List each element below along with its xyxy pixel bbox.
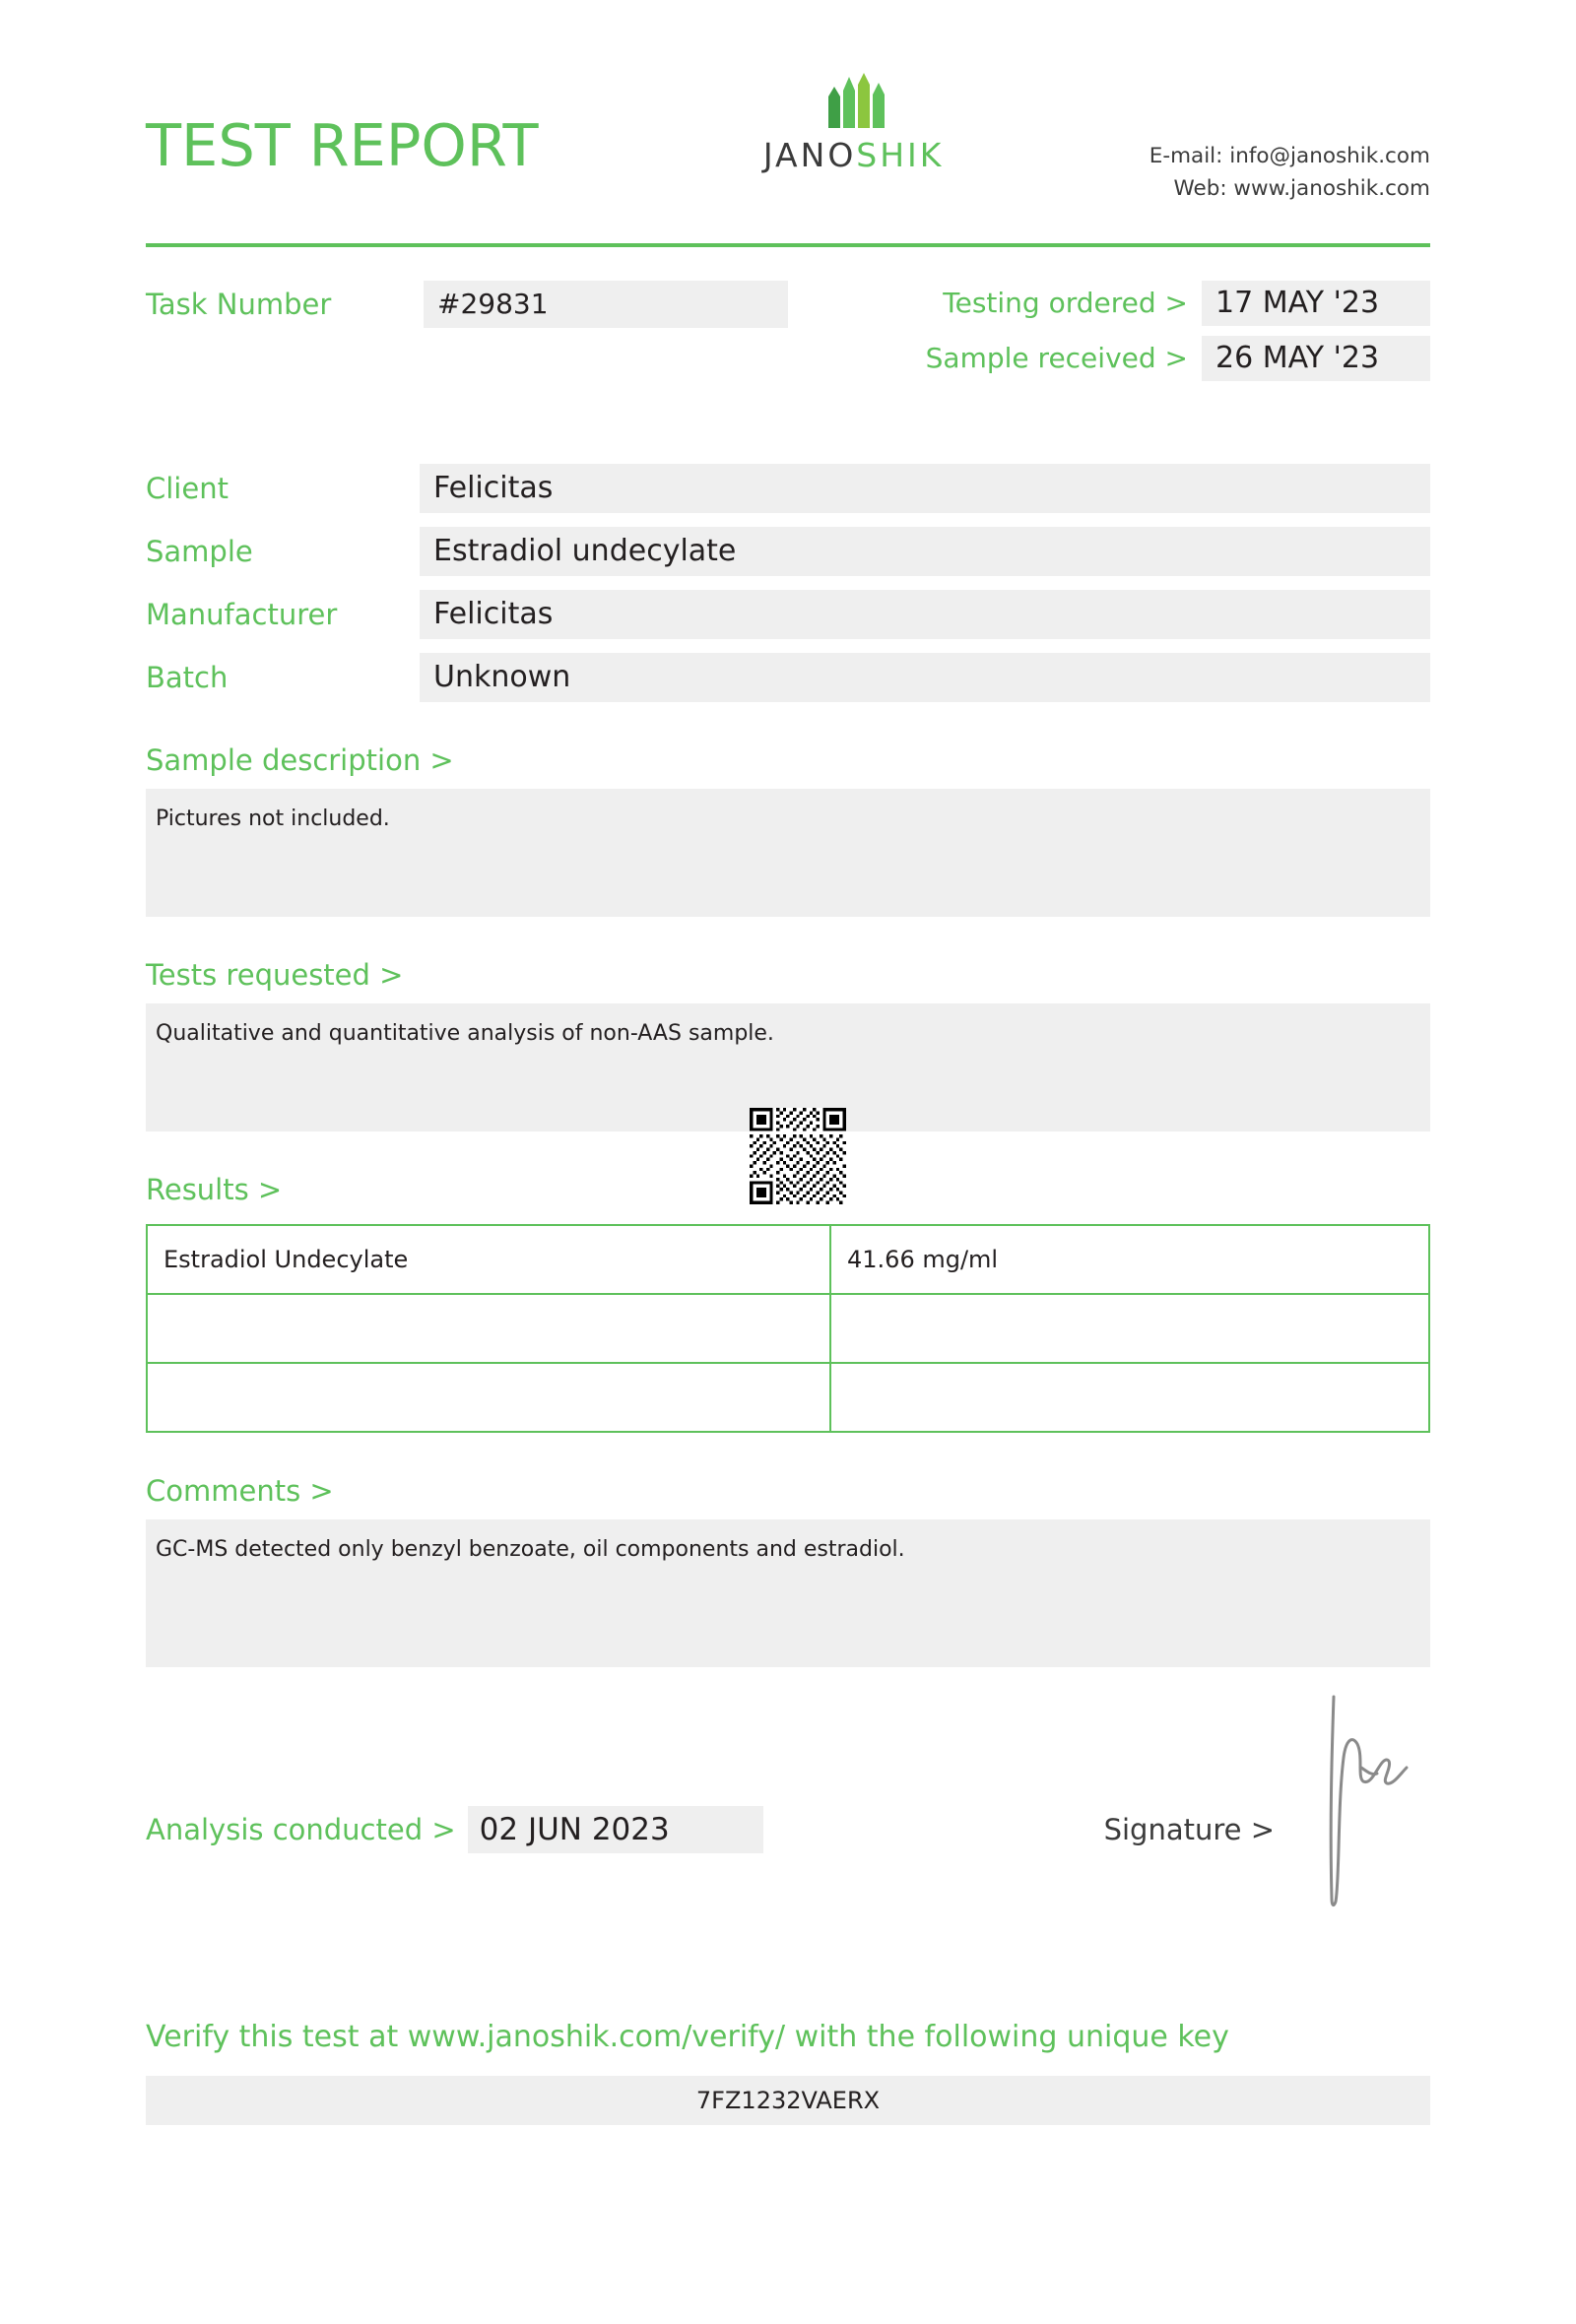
sample-description-box xyxy=(146,789,1430,917)
table-row xyxy=(147,1225,1429,1294)
page-title: TEST REPORT xyxy=(146,111,539,179)
signature-icon xyxy=(1292,1687,1430,1913)
info-row xyxy=(146,464,1430,513)
header-divider xyxy=(146,243,1430,247)
logo-text-dark: JANO xyxy=(762,136,857,174)
info-row xyxy=(146,590,1430,639)
task-number-group xyxy=(146,281,788,328)
analysis-conducted-label: Analysis conducted > xyxy=(146,1812,456,1846)
sample-description-title: Sample description > xyxy=(146,742,454,777)
analysis-conducted-date: 02 JUN 2023 xyxy=(468,1806,763,1853)
tests-requested-title: Tests requested > xyxy=(146,957,404,992)
dates-group xyxy=(926,281,1430,391)
comments-title: Comments > xyxy=(146,1473,334,1508)
info-label-manufacturer: Manufacturer xyxy=(146,597,338,631)
task-number-label: Task Number xyxy=(146,287,332,321)
info-row xyxy=(146,653,1430,702)
info-label-sample: Sample xyxy=(146,534,253,568)
info-value-sample: Estradiol undecylate xyxy=(420,527,1430,576)
results-header xyxy=(146,1131,1430,1218)
sample-received-label: Sample received > xyxy=(925,342,1188,375)
info-row xyxy=(146,527,1430,576)
results-title: Results > xyxy=(146,1172,283,1206)
contact-email: E-mail: info@janoshik.com xyxy=(1149,144,1430,168)
qr-code-icon xyxy=(745,1108,851,1204)
info-label-client: Client xyxy=(146,471,229,505)
testing-ordered-label: Testing ordered > xyxy=(943,287,1188,320)
result-value xyxy=(830,1294,1429,1363)
contact-web: Web: www.janoshik.com xyxy=(1173,176,1430,202)
result-value: 41.66 mg/ml xyxy=(830,1225,1429,1294)
unique-key: 7FZ1232VAERX xyxy=(146,2076,1430,2125)
testing-ordered-row xyxy=(926,281,1430,326)
logo-wordmark xyxy=(706,136,1002,174)
testing-ordered-value: 17 MAY '23 xyxy=(1202,281,1430,326)
verify-text: Verify this test at www.janoshik.com/verify/ with the following unique key xyxy=(146,2019,1229,2054)
brand-logo xyxy=(706,71,1002,174)
janoshik-mountain-logo-icon xyxy=(706,71,1002,132)
result-value xyxy=(830,1363,1429,1432)
comments-box xyxy=(146,1519,1430,1667)
info-label-batch: Batch xyxy=(146,660,229,694)
signature-label: Signature > xyxy=(1103,1812,1275,1846)
contact-block xyxy=(1149,116,1430,206)
table-row xyxy=(147,1363,1429,1432)
logo-text-green: SHIK xyxy=(856,136,945,174)
info-value-client: Felicitas xyxy=(420,464,1430,513)
task-number-value: #29831 xyxy=(424,281,788,328)
results-table xyxy=(146,1224,1430,1433)
sample-received-row xyxy=(926,336,1430,381)
info-value-manufacturer: Felicitas xyxy=(420,590,1430,639)
result-name xyxy=(147,1294,830,1363)
table-row xyxy=(147,1294,1429,1363)
sample-received-value: 26 MAY '23 xyxy=(1202,336,1430,381)
comments-text: GC-MS detected only benzyl benzoate, oil components and estradiol. xyxy=(156,1536,905,1562)
sample-description-text: Pictures not included. xyxy=(156,806,390,831)
report-header xyxy=(146,0,1430,206)
result-name: Estradiol Undecylate xyxy=(147,1225,830,1294)
sample-info-table xyxy=(146,464,1430,702)
task-row xyxy=(146,281,1430,391)
tests-requested-text: Qualitative and quantitative analysis of non-AAS sample. xyxy=(156,1020,774,1046)
signature-block xyxy=(1104,1746,1430,1913)
info-value-batch: Unknown xyxy=(420,653,1430,702)
result-name xyxy=(147,1363,830,1432)
analysis-row xyxy=(146,1746,1430,1913)
